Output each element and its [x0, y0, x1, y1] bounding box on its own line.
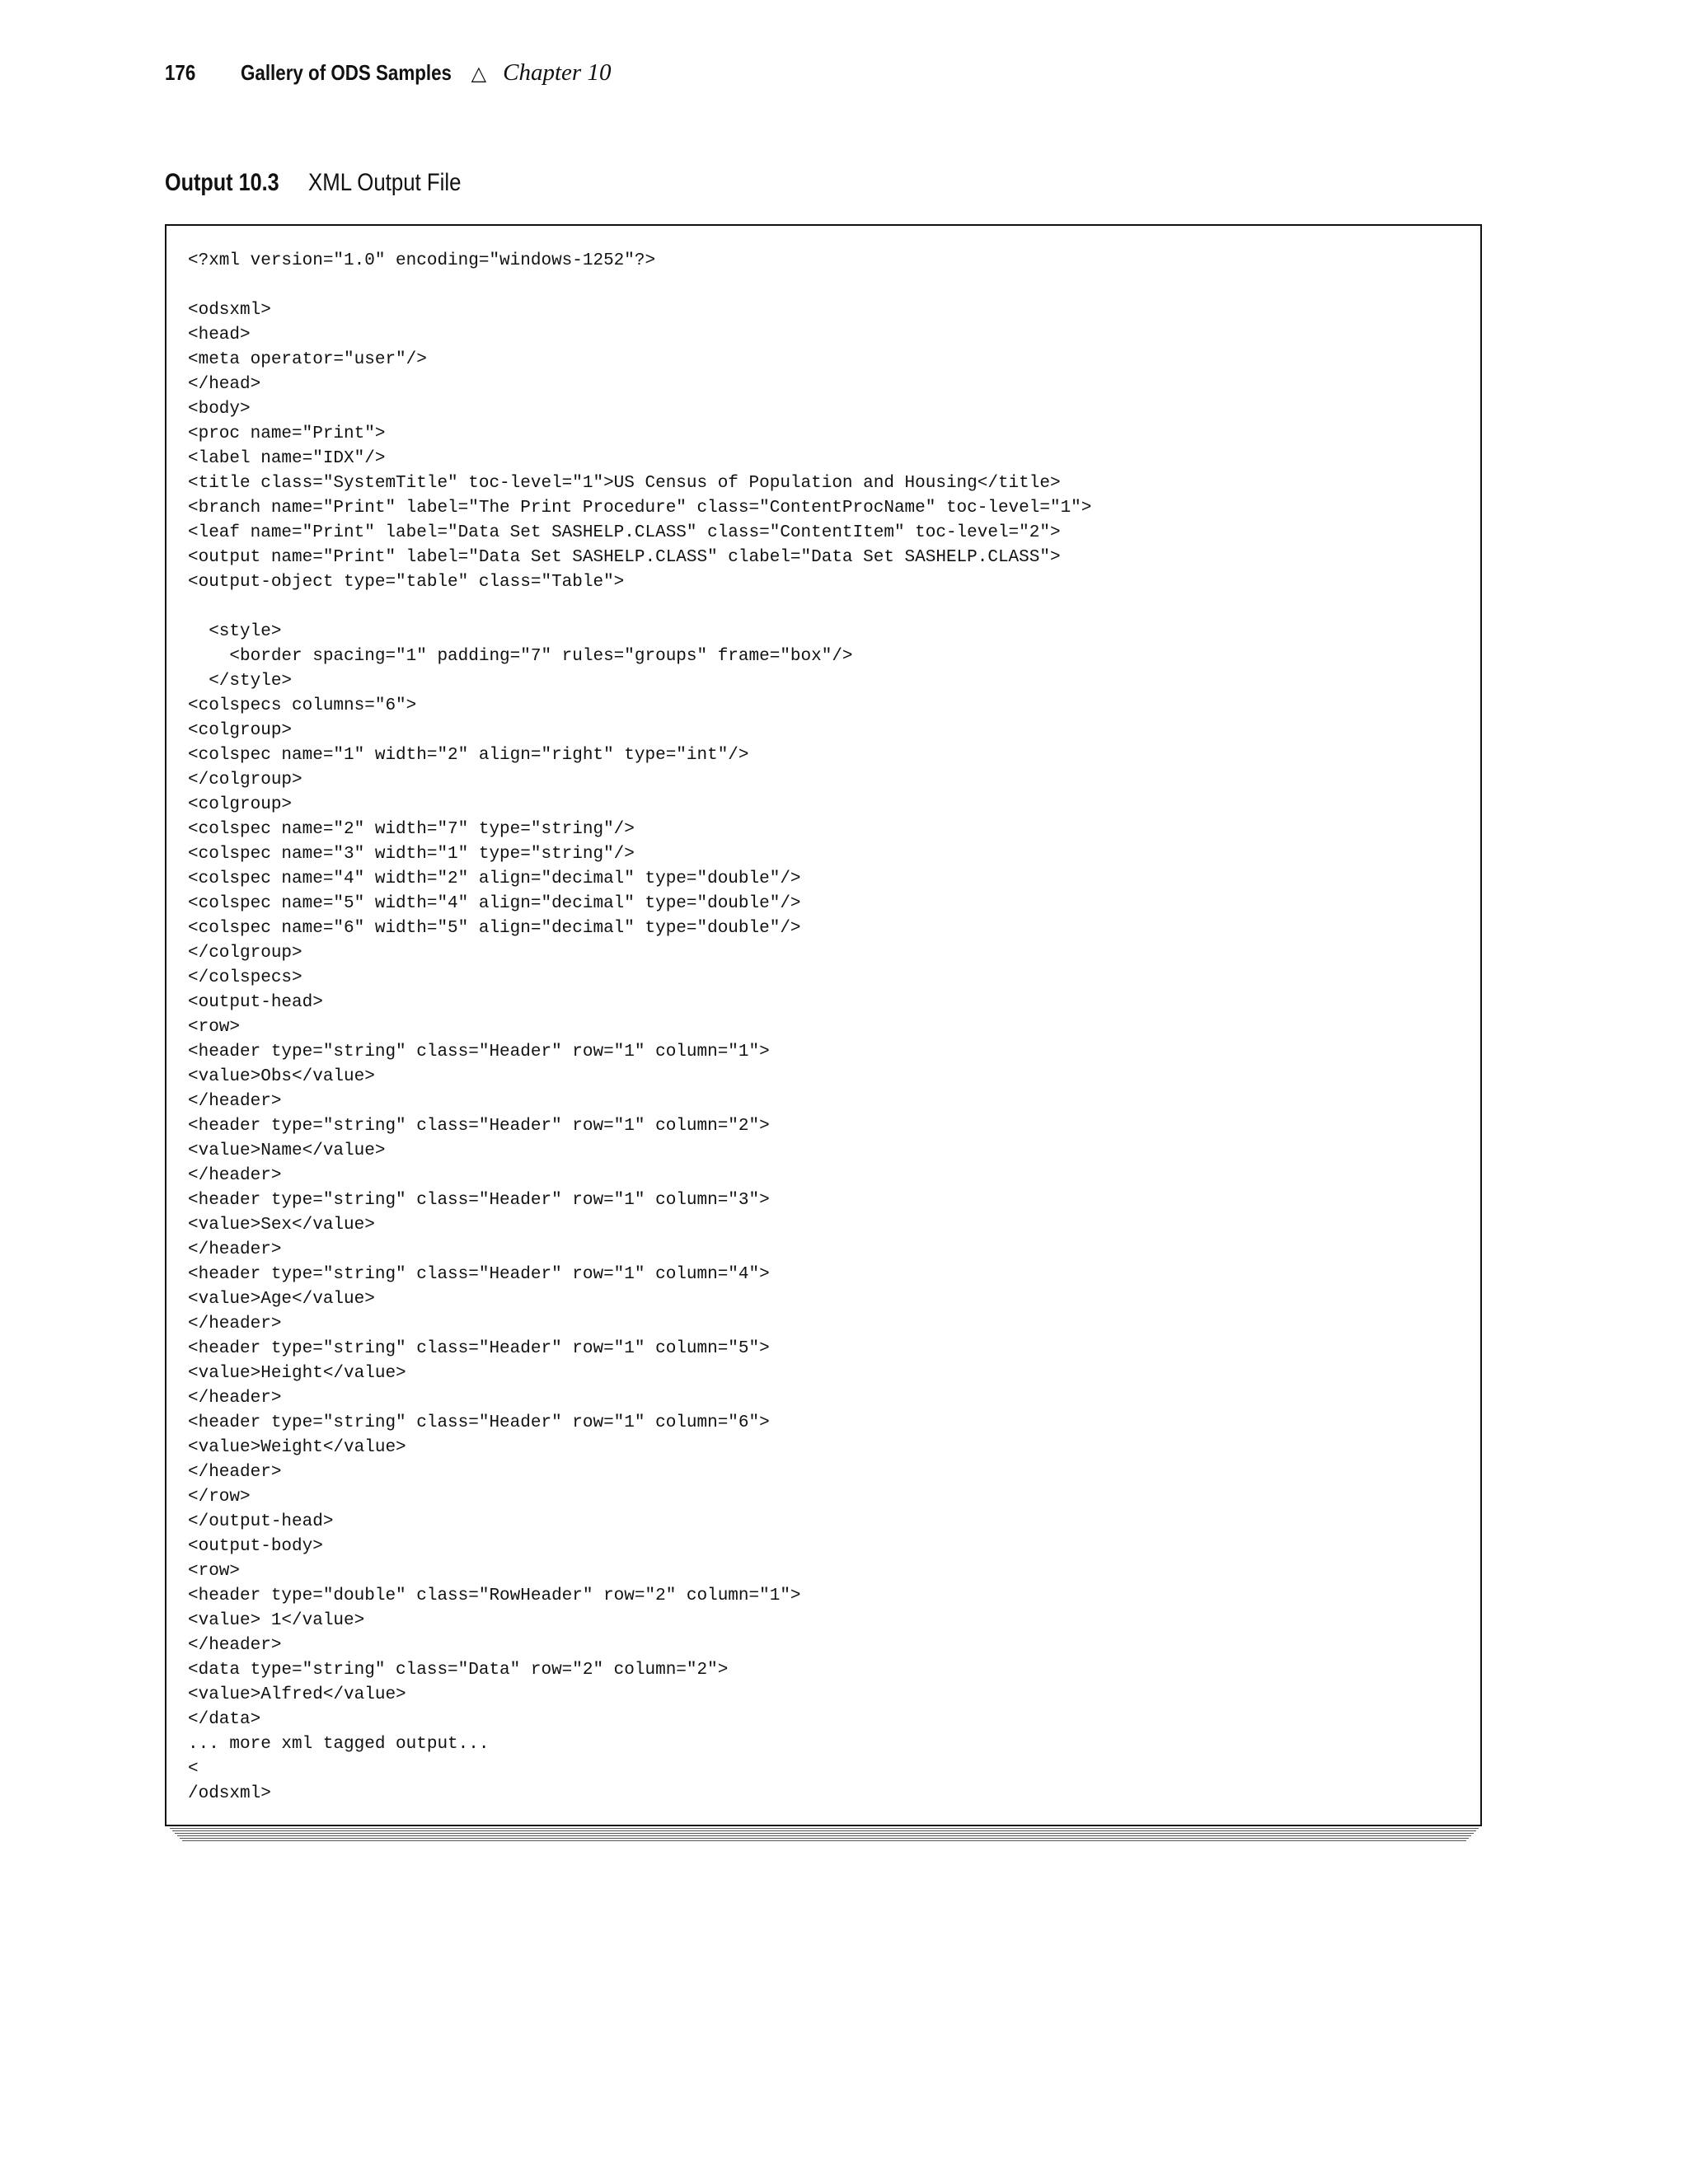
code-line: ... more xml tagged output... [188, 1735, 490, 1754]
code-line: <value>Height</value> [188, 1364, 406, 1383]
code-line: </style> [188, 672, 293, 691]
output-title: XML Output File [308, 169, 462, 196]
code-line: </colgroup> [188, 771, 302, 790]
code-line: <colspec name="1" width="2" align="right" type="int"/> [188, 746, 749, 765]
code-line: </header> [188, 1636, 282, 1655]
code-line: <output-head> [188, 993, 323, 1012]
code-line: <branch name="Print" label="The Print Procedure" class="ContentProcName" toc-level="1"> [188, 499, 1092, 518]
shadow-line [170, 1828, 1479, 1829]
code-line: <colspec name="4" width="2" align="decimal" type="double"/> [188, 869, 801, 888]
output-number: Output 10.3 [165, 169, 279, 196]
shadow-line [180, 1838, 1469, 1839]
running-header [165, 59, 611, 92]
code-line: <label name="IDX"/> [188, 449, 386, 468]
code-line: /odsxml> [188, 1784, 271, 1803]
code-line: </header> [188, 1166, 282, 1185]
code-line: <header type="string" class="Header" row="1" column="2"> [188, 1117, 770, 1136]
code-line: <value>Weight</value> [188, 1438, 406, 1457]
book-title: Gallery of ODS Samples [241, 60, 452, 85]
code-line: <data type="string" class="Data" row="2" column="2"> [188, 1661, 729, 1680]
shadow-line [175, 1833, 1474, 1834]
code-line: <header type="double" class="RowHeader" row="2" column="1"> [188, 1586, 801, 1605]
code-line: <colgroup> [188, 795, 293, 814]
code-line: <header type="string" class="Header" row="1" column="3"> [188, 1191, 770, 1210]
triangle-separator-icon: △ [471, 62, 487, 85]
code-line: <output-object type="table" class="Table"> [188, 573, 625, 592]
code-line: <title class="SystemTitle" toc-level="1">US Census of Population and Housing</title> [188, 474, 1061, 493]
code-line: <style> [188, 622, 282, 641]
output-caption [165, 169, 486, 197]
code-line: <value>Name</value> [188, 1141, 386, 1160]
code-line: <output name="Print" label="Data Set SASHELP.CLASS" clabel="Data Set SASHELP.CLASS"> [188, 548, 1061, 567]
code-line: </header> [188, 1092, 282, 1111]
code-line [188, 595, 1091, 620]
chapter-title: Chapter 10 [503, 59, 612, 86]
code-line: </header> [188, 1463, 282, 1482]
code-line: </output-head> [188, 1512, 334, 1531]
code-line: <header type="string" class="Header" row="1" column="6"> [188, 1413, 770, 1432]
code-line: </head> [188, 375, 261, 394]
code-line: <head> [188, 326, 251, 344]
shadow-line [182, 1840, 1466, 1841]
code-line: <leaf name="Print" label="Data Set SASHELP.CLASS" class="ContentItem" toc-level="2"> [188, 523, 1061, 542]
page-number: 176 [165, 60, 196, 85]
code-line: <header type="string" class="Header" row="1" column="5"> [188, 1339, 770, 1358]
code-line: </colgroup> [188, 944, 302, 963]
code-line: <value>Sex</value> [188, 1216, 375, 1235]
code-line: </row> [188, 1488, 251, 1507]
code-line: </header> [188, 1389, 282, 1408]
code-line [188, 274, 1091, 298]
code-line: <value>Alfred</value> [188, 1685, 406, 1704]
code-line: < [188, 1760, 199, 1779]
output-box [165, 224, 1482, 1826]
code-line: <header type="string" class="Header" row="1" column="1"> [188, 1043, 770, 1062]
code-line: <?xml version="1.0" encoding="windows-1252"?> [188, 251, 656, 270]
code-line: <body> [188, 400, 251, 419]
code-line: <colspec name="5" width="4" align="decimal" type="double"/> [188, 894, 801, 913]
code-line: <colspecs columns="6"> [188, 696, 417, 715]
shadow-line [172, 1830, 1476, 1831]
code-line: <colspec name="2" width="7" type="string"/> [188, 820, 635, 839]
code-line: <colspec name="6" width="5" align="decimal" type="double"/> [188, 919, 801, 938]
code-line: <row> [188, 1018, 241, 1037]
code-line: <proc name="Print"> [188, 424, 386, 443]
code-line: <value>Obs</value> [188, 1067, 375, 1086]
code-line: <row> [188, 1562, 241, 1581]
code-line: <colgroup> [188, 721, 293, 740]
code-line: </header> [188, 1315, 282, 1333]
xml-code-listing [188, 249, 1091, 1807]
code-line: <output-body> [188, 1537, 323, 1556]
code-line: <value>Age</value> [188, 1290, 375, 1309]
code-line: <value> 1</value> [188, 1611, 365, 1630]
code-line: <border spacing="1" padding="7" rules="groups" frame="box"/> [188, 647, 853, 666]
shadow-line [177, 1835, 1471, 1836]
code-line: <colspec name="3" width="1" type="string"/> [188, 845, 635, 864]
code-line: <odsxml> [188, 301, 271, 320]
code-line: <meta operator="user"/> [188, 350, 427, 369]
code-line: <header type="string" class="Header" row="1" column="4"> [188, 1265, 770, 1284]
code-line: </data> [188, 1710, 261, 1729]
code-line: </colspecs> [188, 968, 302, 987]
code-line: </header> [188, 1240, 282, 1259]
